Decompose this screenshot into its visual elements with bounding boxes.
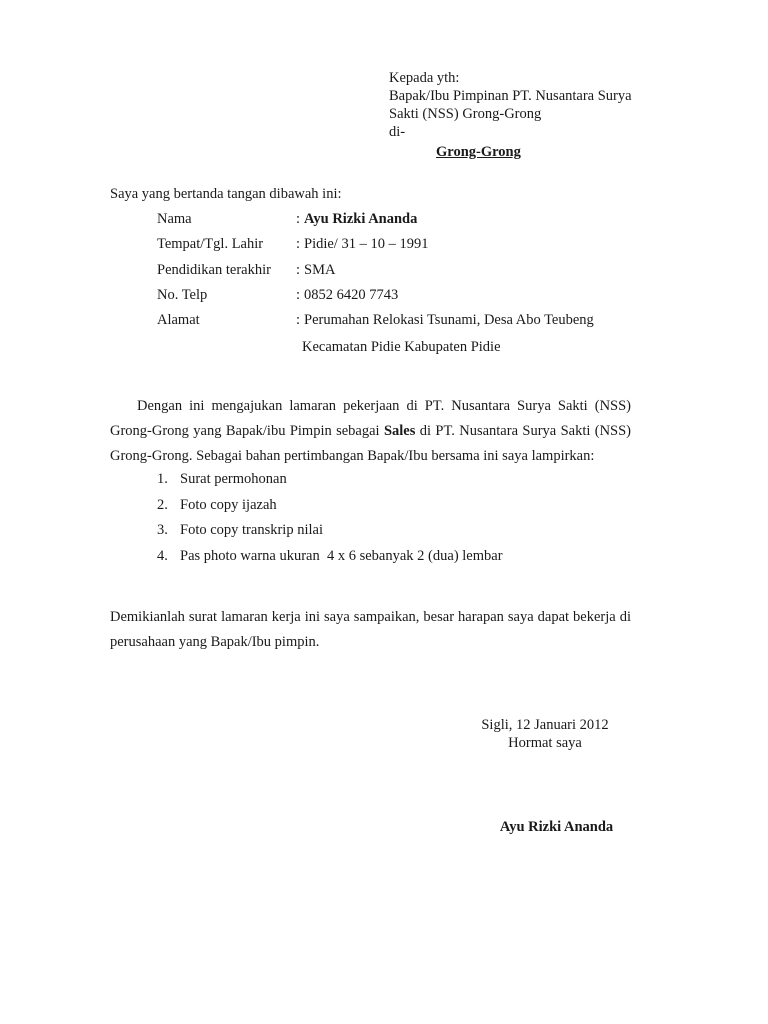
identity-colon: :: [296, 286, 301, 303]
list-item: [157, 522, 503, 548]
list-item: [157, 471, 503, 497]
identity-table: [157, 211, 677, 355]
identity-value: Pidie/ 31 – 10 – 1991: [304, 236, 429, 253]
identity-value: Ayu Rizki Ananda: [304, 211, 418, 227]
application-text-part2: di PT. Nusantara Surya Sakti (NSS) Grong-Grong. Sebagai bahan pertimbangan Bapak/Ibu bersama ini saya lampirkan:: [110, 422, 632, 464]
list-text: Foto copy ijazah: [180, 496, 277, 513]
identity-colon: :: [296, 261, 301, 278]
signer-name: Ayu Rizki Ananda: [499, 819, 614, 835]
identity-row-ttl: [157, 236, 677, 261]
closing-paragraph: Demikianlah surat lamaran kerja ini saya sampaikan, besar harapan saya dapat bekerja di perusahaan yang Bapak/Ibu pimpin.: [110, 608, 631, 650]
recipient-block: [389, 69, 679, 161]
identity-value: 0852 6420 7743: [304, 286, 399, 303]
identity-address-continuation: Kecamatan Pidie Kabupaten Pidie: [302, 339, 501, 355]
application-text-part1: Dengan ini mengajukan lamaran pekerjaan di PT. Nusantara Surya Sakti (NSS) Grong-Grong yang Bapak/ibu Pimpin sebagai: [110, 397, 631, 439]
list-number: 4.: [157, 547, 168, 564]
list-number: 3.: [157, 522, 168, 538]
signature-block: [470, 716, 620, 836]
recipient-name-line1: Bapak/Ibu Pimpinan PT. Nusantara Surya: [389, 88, 632, 104]
identity-colon: :: [296, 312, 301, 329]
recipient-greeting: Kepada yth:: [389, 70, 460, 86]
list-item: [157, 548, 503, 574]
opening-sentence: Saya yang bertanda tangan dibawah ini:: [110, 186, 342, 202]
attachment-list: [157, 471, 503, 573]
list-text: Pas photo warna ukuran 4 x 6 sebanyak 2 (dua) lembar: [180, 547, 503, 564]
identity-label: Nama: [157, 211, 192, 227]
list-number: 1.: [157, 471, 168, 487]
identity-row-telp: [157, 287, 677, 312]
list-item: [157, 497, 503, 523]
list-number: 2.: [157, 496, 168, 513]
list-text: Surat permohonan: [180, 471, 287, 487]
identity-label: Tempat/Tgl. Lahir: [157, 236, 264, 253]
recipient-city: Grong-Grong: [436, 144, 521, 160]
applied-position: Sales: [383, 422, 416, 439]
identity-label: No. Telp: [157, 286, 208, 303]
identity-row-pendidikan: [157, 262, 677, 287]
identity-value: Perumahan Relokasi Tsunami, Desa Abo Teubeng: [304, 312, 594, 329]
identity-row-alamat: [157, 312, 677, 337]
identity-value: SMA: [304, 261, 336, 278]
recipient-name-line2: Sakti (NSS) Grong-Grong: [389, 106, 542, 122]
recipient-di: di-: [389, 124, 406, 140]
signature-regards: Hormat saya: [508, 735, 582, 751]
identity-label: Pendidikan terakhir: [157, 261, 271, 278]
identity-colon: :: [296, 211, 301, 227]
signature-place-date: Sigli, 12 Januari 2012: [481, 717, 609, 733]
identity-colon: :: [296, 236, 301, 253]
list-text: Foto copy transkrip nilai: [180, 522, 323, 538]
identity-label: Alamat: [157, 312, 200, 329]
application-paragraph: [110, 394, 631, 469]
identity-row-nama: [157, 211, 677, 236]
